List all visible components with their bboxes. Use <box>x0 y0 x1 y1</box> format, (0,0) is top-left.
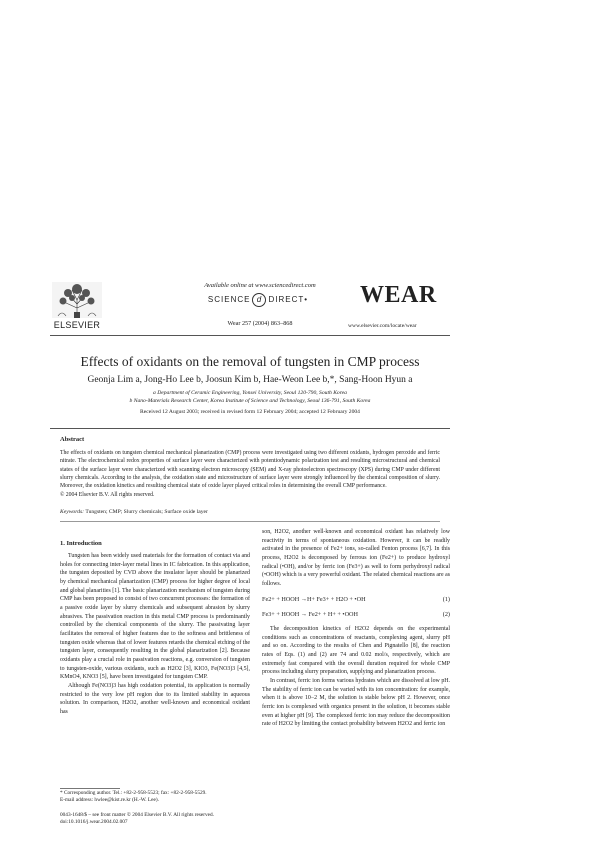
keywords-label: Keywords: <box>60 509 85 515</box>
sd-mark: • <box>304 295 309 305</box>
received-dates: Received 12 August 2003; received in revised form 12 February 2004; accepted 12 February 2004 <box>140 409 360 415</box>
sciencedirect-logo[interactable] <box>188 293 328 307</box>
left-column <box>60 552 250 717</box>
journal-url[interactable]: www.elsevier.com/locate/wear <box>348 323 417 329</box>
right-column <box>262 528 450 729</box>
equation-1 <box>262 595 450 604</box>
doi-line[interactable]: doi:10.1016/j.wear.2004.02.007 <box>60 819 128 826</box>
equation-2-number: (2) <box>442 610 450 618</box>
abstract-copyright: © 2004 Elsevier B.V. All rights reserved. <box>60 491 155 498</box>
sd-circle-d: d <box>252 293 266 307</box>
left-paragraph-2: Although Fe(NO3)3 has high oxidation potential, its application is normally restricted to the very low pH region due to its limited stability in aqueous solution. In comparison, H2O2, another well-known and economical oxidant has <box>60 683 250 716</box>
equation-2-expr: Fe3+ + HOOH → Fe2+ + H+ + •OOH <box>262 610 358 618</box>
equation-2 <box>262 610 450 619</box>
journal-logo: WEAR <box>360 282 437 308</box>
article-title: Effects of oxidants on the removal of tungsten in CMP process <box>80 354 420 369</box>
journal-citation: Wear 257 (2004) 863–868 <box>227 320 293 327</box>
issn-doi <box>60 812 260 827</box>
email-address[interactable]: E-mail address: hwlee@kist.re.kr (H.-W. Lee). <box>60 797 159 804</box>
author-list: Geonja Lim a, Jong-Ho Lee b, Joosun Kim b, Hae-Weon Lee b,*, Sang-Hoon Hyun a <box>87 375 413 385</box>
sd-right: DIRECT <box>268 295 305 305</box>
header-rule <box>50 335 450 336</box>
sd-left: SCIENCE <box>207 295 251 305</box>
right-paragraph-1: son, H2O2, another well-known and economical oxidant has relatively low reactivity in terms of spontaneous oxidation. However, it can be readily activated in the presence of Fe2+ ions, so-called Fenton process [6,7]. In this process, H2O2 is decomposed by ferrous ion (Fe2+) to produce hydroxyl radical (•OH), and/or by ferric ion (Fe3+) as well to form perhydroxyl radical (•OOH) which is a very powerful oxidant. The related chemical reactions are as follows. <box>262 529 450 588</box>
equation-1-expr: Fe2+ + HOOH →H+ Fe3+ + H2O + •OH <box>262 595 366 603</box>
affiliation-b: b Nano-Materials Research Center, Korea Institute of Science and Technology, Seoul 136-791, South Korea <box>129 398 371 404</box>
elsevier-wordmark: ELSEVIER <box>53 320 101 330</box>
left-paragraph-1: Tungsten has been widely used materials for the formation of contact via and holes for connecting inter-layer metal lines in IC fabrication. In this application, the tungsten deposited by CVD above the insulator layer should be planarized by chemical mechanical planarization (CMP) process for higher degree of local and global planarities [1]. The basic planarization mechanism of tungsten during CMP has been proposed to consist of two concurrent processes: the formation of a passive oxide layer by slurry chemicals and subsequent abrasion by slurry abrasives. The passivation reaction in this metal CMP process is predominantly controlled by the chemical components of the slurry. The passivating layer facilitates the removal of higher features due to the softness and brittleness of tungsten oxide whereas that of lower features retards the chemical etching of the tungsten layer, consequently resulting in the global planarization [2]. Because oxidants play a crucial role in passivation reactions, e.g. conversion of tungsten to tungsten-oxide, various oxidants, such as H2O2 [3], KIO3, Fe(NO3)3 [4,5], KMnO4, KNO3 [5], have been investigated for tungsten CMP. <box>60 553 250 681</box>
abstract-rule <box>50 428 450 429</box>
abstract-text: The effects of oxidants on tungsten chemical mechanical planarization (CMP) process were investigated using two different oxidants, hydrogen peroxide and ferric nitrate. The electrochemical redox properties of surface layer were characterized with potentiodynamic polarization test and resulting microstructural and chemical states of the surface layer were characterized with scanning electron microscopy (SEM) and X-ray photoelectron spectroscopy (XPS) during CMP under different slurry chemicals. According to the analysis, the oxidation state and microstructure of surface layer were strongly influenced by the chemical composition of slurry. Moreover, the oxidation kinetics and resulting chemical state of oxide layer played critical roles in determining the overall CMP performance. <box>60 450 440 490</box>
right-paragraph-2: The decomposition kinetics of H2O2 depends on the experimental conditions such as concentrations of reactants, complexing agent, slurry pH and so on. According to the results of Chen and Pignatello [8], the reaction rates of Eqs. (1) and (2) are 74 and 0.02 mol/s, respectively, which are extremely fast compared with the overall duration required for whole CMP process including slurry preparation, supplying and planarization process. <box>262 625 450 676</box>
footnote-rule <box>60 788 120 789</box>
footnote <box>60 790 252 805</box>
corresponding-author: * Corresponding author. Tel.: +82-2-958-5523; fax: +82-2-958-5529. <box>60 790 207 796</box>
available-online-line: Available online at www.sciencedirect.com <box>204 282 316 289</box>
abstract-body <box>60 449 440 499</box>
section-heading-introduction: 1. Introduction <box>60 540 102 547</box>
abstract-heading: Abstract <box>60 436 85 443</box>
affiliation-a: a Department of Ceramic Engineering, Yonsei University, Seoul 120-790, South Korea <box>153 390 347 396</box>
equation-1-number: (1) <box>442 595 450 603</box>
keywords-values: Tungsten; CMP; Slurry chemicals; Surface oxide layer <box>85 509 208 515</box>
right-paragraph-3: In contrast, ferric ion forms various hydrates which are dissolved at low pH. The stability of ferric ion can be varied with its ion concentration: for example, when it is above 10−2 M, the solution is stable below pH 2. However, once ferric ion is complexed with organics present in the solution, it becomes stable even at higher pH [9]. The complexed ferric ion may reduce the decomposition rate of H2O2 by limiting the contact probability between H2O2 and ferric ion <box>262 677 450 728</box>
keywords-rule <box>60 521 440 522</box>
keywords-line <box>60 509 440 515</box>
issn-line: 0043-1648/$ – see front matter © 2004 Elsevier B.V. All rights reserved. <box>60 812 214 818</box>
